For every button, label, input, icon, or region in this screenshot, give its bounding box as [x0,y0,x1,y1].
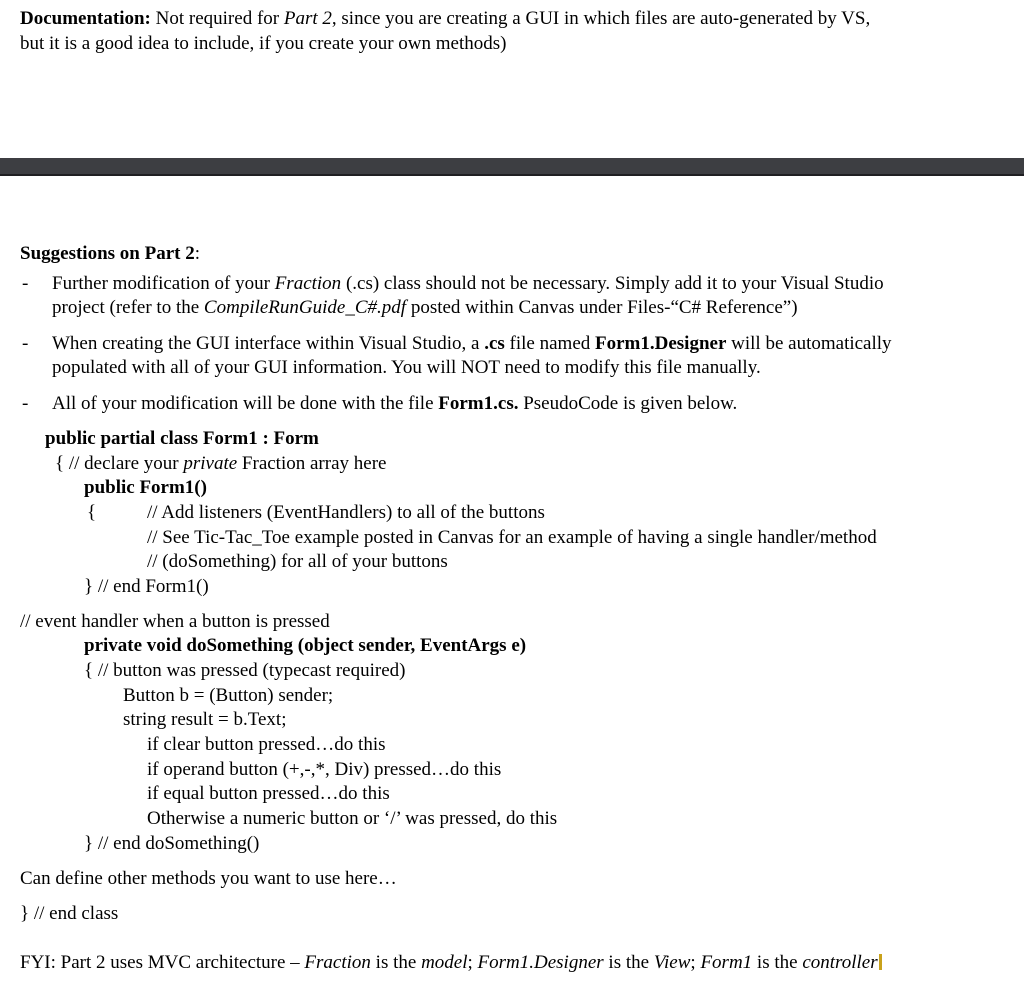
fyi-line: FYI: Part 2 uses MVC architecture – Fraction is the model; Form1.Designer is the View; Form1 is the controller [20,951,882,974]
pseudo-if-operand: if operand button (+,-,*, Div) pressed…do this [147,759,502,780]
bullet-dash: - [22,273,29,294]
bullet-dash: - [22,393,29,414]
handler-comment: // event handler when a button is pressed [20,611,330,632]
class-declaration: public partial class Form1 : Form [45,428,319,449]
constructor-comment-1: // Add listeners (EventHandlers) to all of the buttons [147,502,545,523]
documentation-line-2: but it is a good idea to include, if you create your own methods) [20,33,507,54]
class-open-brace-comment: { // declare your private Fraction array here [55,453,387,474]
bullet-1-line-2: project (refer to the CompileRunGuide_C#.pdf posted within Canvas under Files-“C# Reference”) [52,297,798,318]
text-cursor [879,954,882,970]
class-end: } // end class [20,903,119,924]
constructor-declaration: public Form1() [84,477,207,498]
section-divider [0,158,1024,176]
bullet-dash: - [22,333,29,354]
constructor-open-brace: { [87,502,97,523]
bullet-2-line-2: populated with all of your GUI information. You will NOT need to modify this file manually. [52,357,761,378]
pseudo-if-equal: if equal button pressed…do this [147,783,390,804]
bullet-1-line-1: Further modification of your Fraction (.cs) class should not be necessary. Simply add it to your Visual Studio [52,273,884,294]
statement-cast: Button b = (Button) sender; [123,685,334,706]
pseudo-if-clear: if clear button pressed…do this [147,734,386,755]
constructor-comment-2: // See Tic-Tac_Toe example posted in Canvas for an example of having a single handler/method [147,527,877,548]
bullet-2-line-1: When creating the GUI interface within Visual Studio, a .cs file named Form1.Designer will be automatically [52,333,892,354]
other-methods-note: Can define other methods you want to use here… [20,868,397,889]
pseudo-otherwise: Otherwise a numeric button or ‘/’ was pressed, do this [147,808,558,829]
bullet-3-line: All of your modification will be done with the file Form1.cs. PseudoCode is given below. [52,393,738,414]
constructor-end: } // end Form1() [84,576,209,597]
method-end: } // end doSomething() [84,833,260,854]
suggestions-heading: Suggestions on Part 2: [20,243,200,264]
statement-result: string result = b.Text; [123,709,287,730]
documentation-line-1: Documentation: Not required for Part 2, since you are creating a GUI in which files are auto-generated by VS, [20,8,871,29]
documentation-label: Documentation: [20,8,151,29]
constructor-comment-3: // (doSomething) for all of your buttons [147,551,448,572]
method-declaration: private void doSomething (object sender, EventArgs e) [84,635,527,656]
method-open-brace: { // button was pressed (typecast required) [84,660,406,681]
